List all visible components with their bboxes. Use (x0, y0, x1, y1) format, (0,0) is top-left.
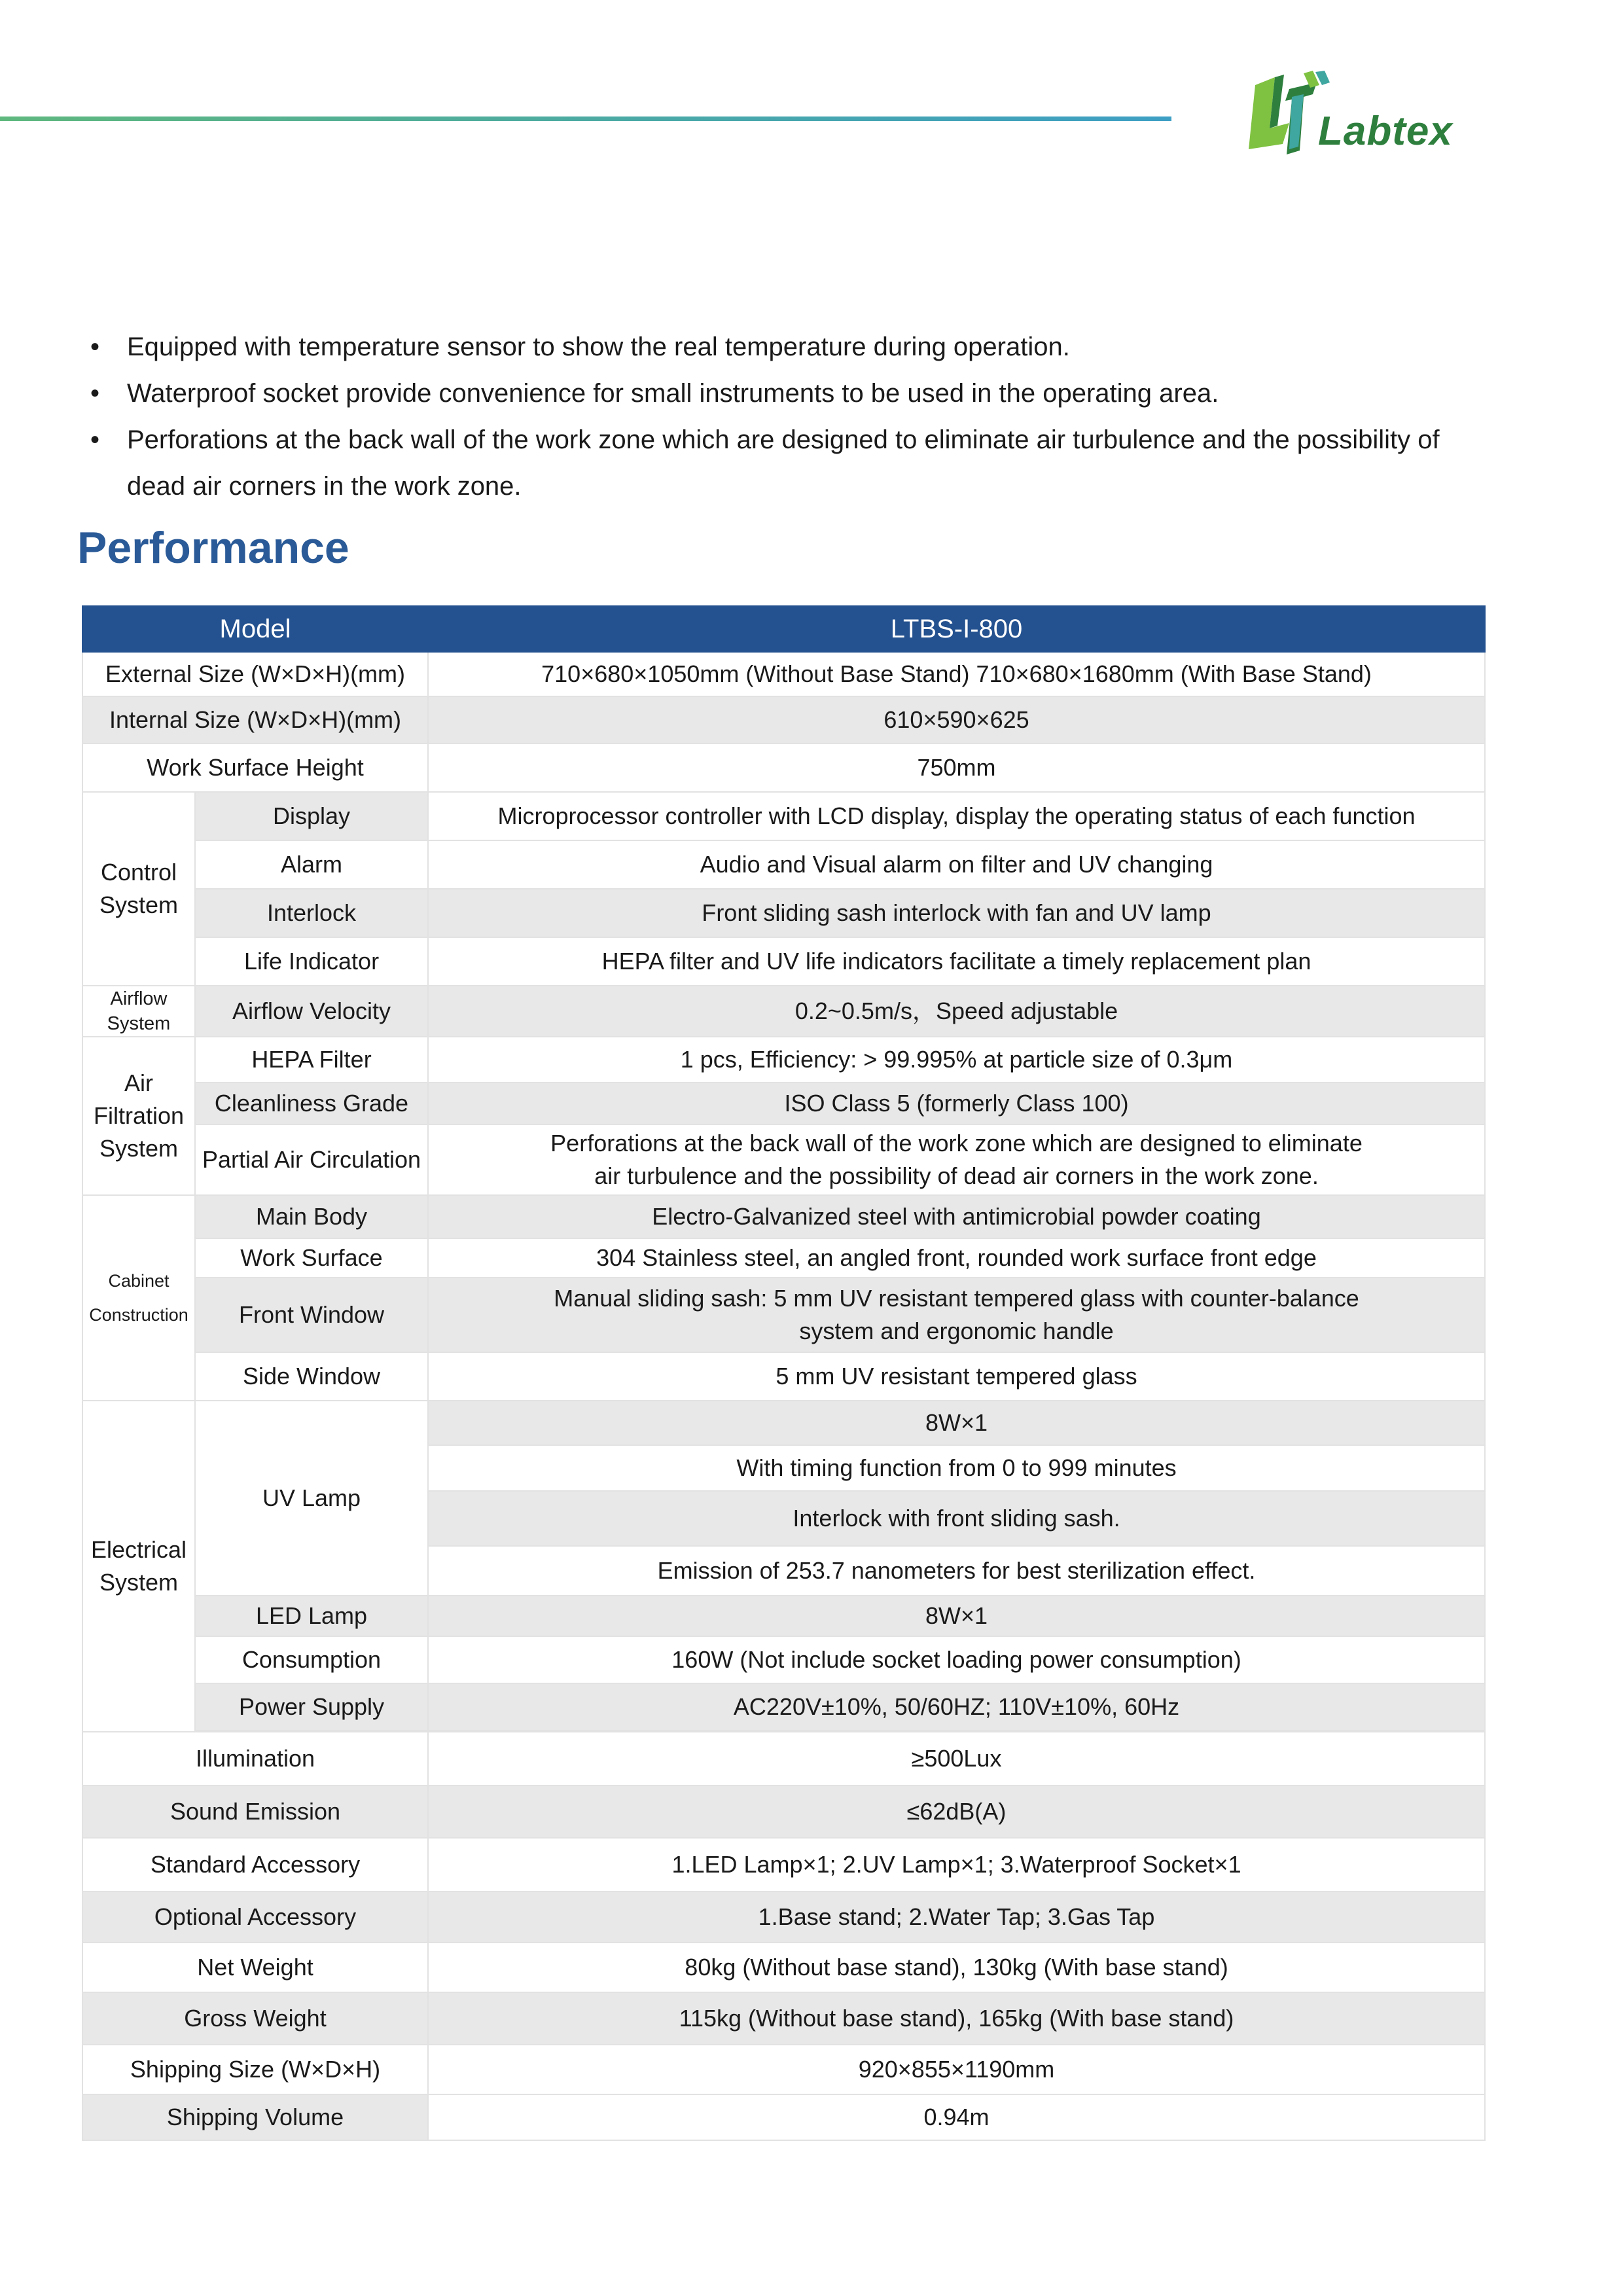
section-title: Performance (77, 523, 349, 573)
group-airflow-system: Airflow System (82, 986, 195, 1037)
group-air-filtration: Air Filtration System (82, 1037, 195, 1195)
table-row: Shipping Size (W×D×H) 920×855×1190mm (82, 2045, 1485, 2094)
table-row: Optional Accessory 1.Base stand; 2.Water Tap; 3.Gas Tap (82, 1892, 1485, 1943)
table-row: LED Lamp 8W×1 (82, 1596, 1485, 1636)
table-row: Partial Air Circulation Perforations at the back wall of the work zone which are designed to eliminate air turbulence and the possibility of dead air corners in the work zone. (82, 1124, 1485, 1195)
header-model-label: Model (82, 606, 428, 652)
group-control-system: Control System (82, 792, 195, 986)
table-row: External Size (W×D×H)(mm) 710×680×1050mm (Without Base Stand) 710×680×1680mm (With Base Stand) (82, 652, 1485, 696)
table-row: Power Supply AC220V±10%, 50/60HZ; 110V±10%, 60Hz (82, 1683, 1485, 1731)
table-row: Life Indicator HEPA filter and UV life indicators facilitate a timely replacement plan (82, 937, 1485, 986)
list-item: • Waterproof socket provide convenience for small instruments to be used in the operating area. (90, 379, 1219, 408)
table-row: Work Surface Height 750mm (82, 744, 1485, 792)
group-cabinet-construction: Cabinet Construction (82, 1195, 195, 1401)
table-row: Front Window Manual sliding sash: 5 mm UV resistant tempered glass with counter-balance system and ergonomic handle (82, 1278, 1485, 1352)
table-row: Cabinet Construction Main Body Electro-Galvanized steel with antimicrobial powder coating (82, 1195, 1485, 1238)
table-row: Interlock Front sliding sash interlock with fan and UV lamp (82, 889, 1485, 937)
list-item: • Perforations at the back wall of the work zone which are designed to eliminate air turbulence and the possibility of dead air corners in the work zone. (90, 425, 1440, 501)
table-row: Internal Size (W×D×H)(mm) 610×590×625 (82, 696, 1485, 744)
table-row: Gross Weight 115kg (Without base stand), 165kg (With base stand) (82, 1992, 1485, 2045)
table-row: Sound Emission ≤62dB(A) (82, 1785, 1485, 1838)
table-row: With timing function from 0 to 999 minutes (82, 1445, 1485, 1491)
table-row: Shipping Volume 0.94m (82, 2094, 1485, 2140)
table-row: Interlock with front sliding sash. (82, 1491, 1485, 1546)
table-row: Illumination ≥500Lux (82, 1732, 1485, 1785)
table-row: Airflow System Airflow Velocity 0.2~0.5m/s，Speed adjustable (82, 986, 1485, 1037)
table-header-row (82, 606, 1485, 652)
table-row: Net Weight 80kg (Without base stand), 130kg (With base stand) (82, 1943, 1485, 1992)
group-electrical-system: Electrical System (82, 1401, 195, 1732)
table-row: Standard Accessory 1.LED Lamp×1; 2.UV Lamp×1; 3.Waterproof Socket×1 (82, 1838, 1485, 1892)
table-row: Side Window 5 mm UV resistant tempered glass (82, 1352, 1485, 1401)
table-row: Air Filtration System HEPA Filter 1 pcs, Efficiency: > 99.995% at particle size of 0.3μm (82, 1037, 1485, 1083)
table-row: Consumption 160W (Not include socket loading power consumption) (82, 1636, 1485, 1683)
header-divider (0, 117, 1171, 121)
list-item: • Equipped with temperature sensor to show the real temperature during operation. (90, 332, 1070, 361)
feature-list (85, 324, 1486, 510)
brand-name: Labtex (1318, 109, 1453, 154)
table-row: Alarm Audio and Visual alarm on filter and UV changing (82, 840, 1485, 889)
performance-table (82, 605, 1486, 2141)
table-row: Control System Display Microprocessor controller with LCD display, display the operating status of each function (82, 792, 1485, 840)
table-row: Cleanliness Grade ISO Class 5 (formerly Class 100) (82, 1083, 1485, 1124)
table-row: Electrical System UV Lamp 8W×1 (82, 1401, 1485, 1445)
header-model-value: LTBS-I-800 (428, 606, 1485, 652)
table-row: Work Surface 304 Stainless steel, an angled front, rounded work surface front edge (82, 1238, 1485, 1278)
table-row: Emission of 253.7 nanometers for best sterilization effect. (82, 1546, 1485, 1596)
